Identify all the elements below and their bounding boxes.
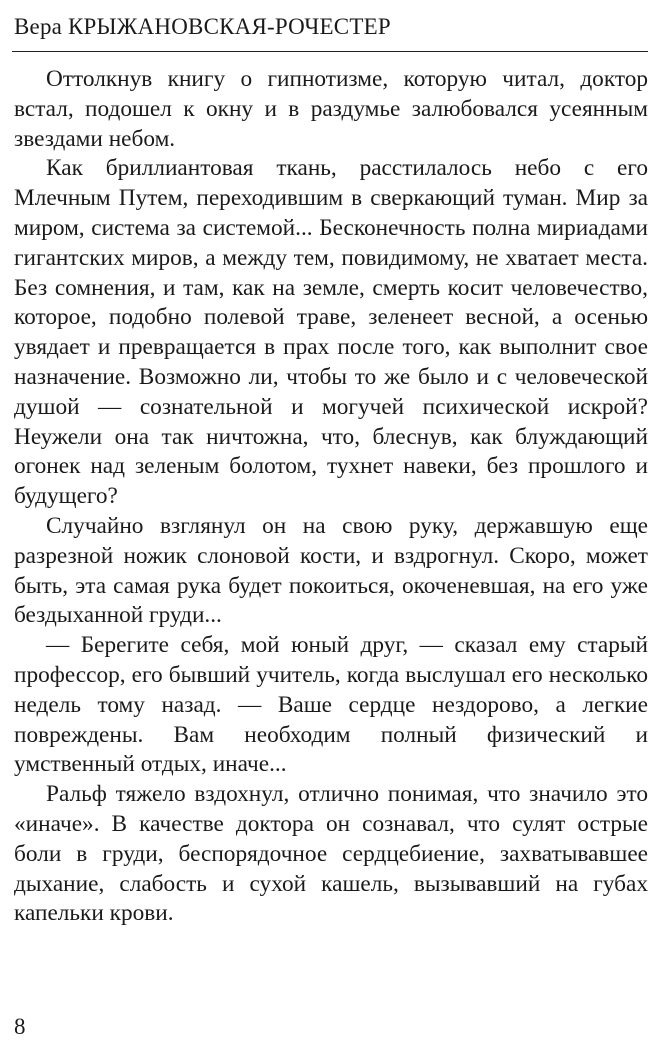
- running-head: Вера КРЫЖАНОВСКАЯ-РОЧЕСТЕР: [14, 14, 391, 39]
- paragraph: — Берегите себя, мой юный друг, — сказал ему старый профессор, его бывший учитель, когда выслушал его несколько недель тому назад. — Ваше сердце нездорово, а легкие повреждены. Вам необходим полный физический и умственный отдых, иначе...: [14, 632, 648, 778]
- paragraph: Оттолкнув книгу о гипнотизме, которую читал, доктор встал, подошел к окну и в раздумье залюбовался усеянным звездами небом.: [14, 66, 648, 152]
- page-number: 8: [14, 1014, 26, 1039]
- body-text: [14, 65, 648, 929]
- paragraph: Ральф тяжело вздохнул, отлично понимая, что значило это «иначе». В качестве доктора он сознавал, что сулят острые боли в груди, беспорядочное сердцебиение, захватывавшее дыхание, слабость и сухой кашель, вызывавший на губах капельки крови.: [14, 781, 648, 927]
- paragraph: Случайно взглянул он на свою руку, державшую еще разрезной ножик слоновой кости, и вздрогнул. Скоро, может быть, эта самая рука будет покоиться, окоченевшая, на его уже бездыханной груди...: [14, 512, 648, 629]
- header-rule: [12, 51, 648, 52]
- paragraph: Как бриллиантовая ткань, расстилалось небо с его Млечным Путем, переходившим в сверкающий туман. Мир за миром, система за системой... Бесконечность полна мириадами гигантских миров, а между тем, повидимому, не хватает места. Без сомнения, и там, как на земле, смерть косит человечество, которое, подобно полевой траве, зеленеет весной, а осенью увядает и превращается в прах после того, как выполнит свое назначение. Возможно ли, чтобы то же было и с человеческой душой — сознательной и могучей психической искрой? Неужели она так ничтожна, что, блеснув, как блуждающий огонек над зеленым болотом, тухнет навеки, без прошлого и будущего?: [14, 155, 648, 510]
